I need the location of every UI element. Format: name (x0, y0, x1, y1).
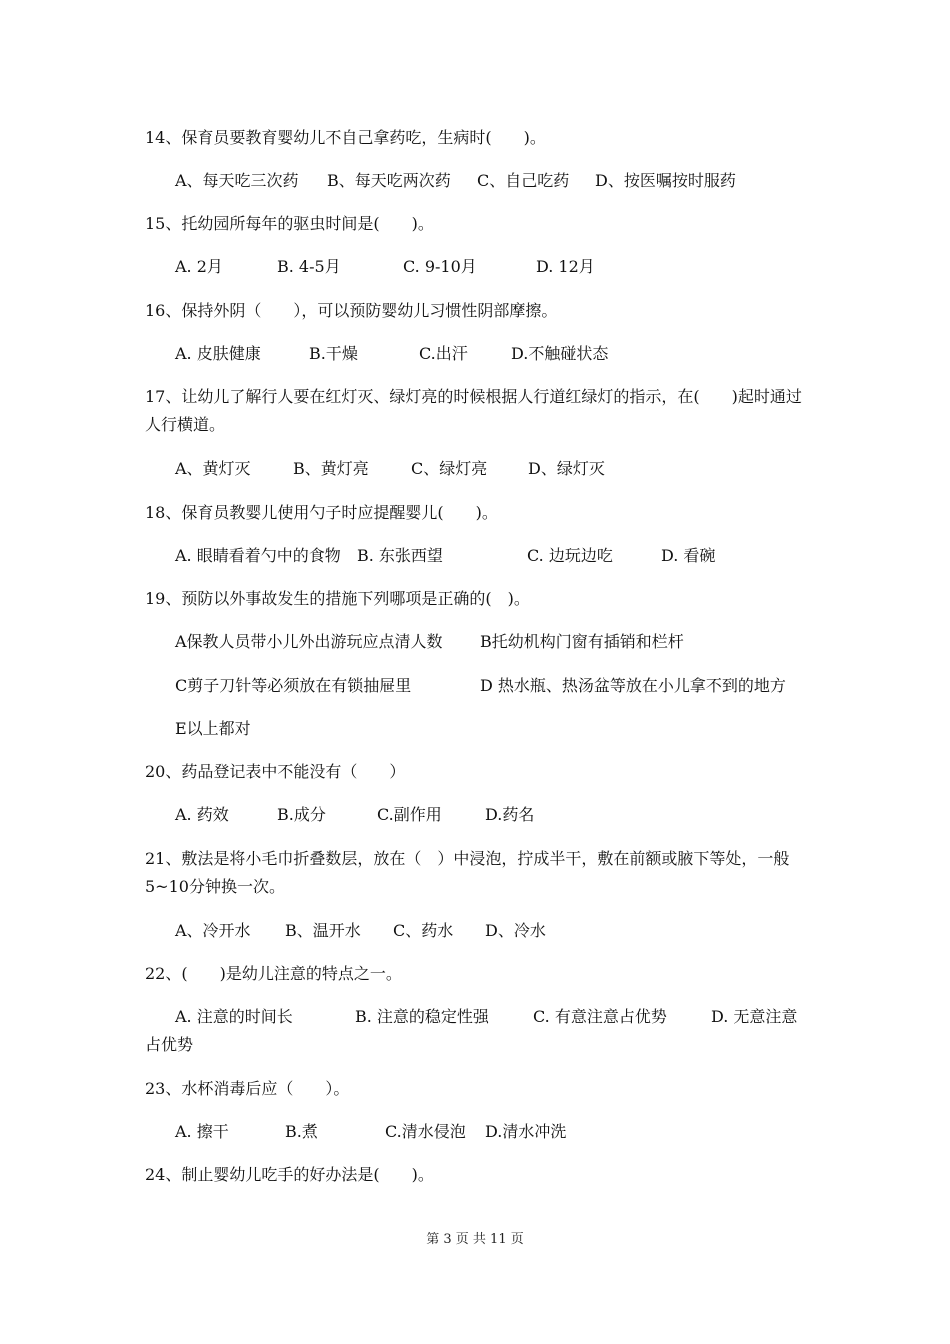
option-c: C剪子刀针等必须放在有锁抽屉里 (175, 676, 412, 695)
option-d: D、冷水 (485, 921, 546, 940)
option-b: B.成分 (277, 805, 326, 824)
option-b: B.干燥 (309, 344, 358, 363)
option-a: A. 皮肤健康 (175, 344, 261, 363)
option-a: A、每天吃三次药 (175, 171, 299, 190)
option-b: B、黄灯亮 (293, 459, 369, 478)
option-a: A保教人员带小儿外出游玩应点清人数 (175, 632, 443, 651)
option-d: D 热水瓶、热汤盆等放在小儿拿不到的地方 (480, 676, 786, 695)
option-d: D.不触碰状态 (511, 344, 609, 363)
question-19-options-row-3 (175, 715, 251, 743)
question-21-options (175, 917, 546, 945)
question-14-options (175, 167, 736, 195)
option-c: C. 边玩边吃 (527, 546, 613, 565)
option-b: B. 4-5月 (277, 257, 341, 276)
question-20-options (175, 801, 534, 829)
question-14-stem: 14、保育员要教育婴幼儿不自己拿药吃，生病时( )。 (145, 128, 546, 147)
question-15-stem: 15、托幼园所每年的驱虫时间是( )。 (145, 214, 434, 233)
option-a: A. 注意的时间长 (175, 1007, 293, 1026)
question-19-stem: 19、预防以外事故发生的措施下列哪项是正确的( )。 (145, 589, 530, 608)
option-a: A、黄灯灭 (175, 459, 251, 478)
option-c: C.出汗 (419, 344, 468, 363)
page-footer: 第 3 页 共 11 页 (426, 1232, 524, 1247)
question-23-options (175, 1118, 566, 1146)
question-15-options (175, 253, 595, 281)
option-c: C.清水侵泡 (385, 1122, 466, 1141)
option-c: C、自己吃药 (477, 171, 570, 190)
question-22-stem: 22、( )是幼儿注意的特点之一。 (145, 964, 402, 983)
option-a: A. 2月 (175, 257, 223, 276)
question-16-stem: 16、保持外阴（ ），可以预防婴幼儿习惯性阴部摩擦。 (145, 301, 558, 320)
question-19-options-row-1 (175, 628, 684, 656)
question-17-stem: 17、让幼儿了解行人要在红灯灭、绿灯亮的时候根据人行道红绿灯的指示，在( )起时通过人行横道。 (145, 387, 802, 434)
option-a: A、冷开水 (175, 921, 251, 940)
question-20-stem: 20、药品登记表中不能没有（ ） (145, 762, 406, 781)
option-d: D. 看碗 (661, 546, 716, 565)
option-a: A. 药效 (175, 805, 229, 824)
question-22-option-d-wrap: 占优势 (145, 1035, 194, 1054)
option-d: D.药名 (485, 805, 535, 824)
option-d: D. 12月 (536, 257, 595, 276)
question-24-stem: 24、制止婴幼儿吃手的好办法是( )。 (145, 1165, 434, 1184)
option-b: B.煮 (285, 1122, 318, 1141)
question-22-options-row-1 (175, 1003, 797, 1031)
option-c: C、药水 (393, 921, 454, 940)
option-b: B. 注意的稳定性强 (355, 1007, 489, 1026)
option-a: A. 擦干 (175, 1122, 229, 1141)
option-d: D. 无意注意 (711, 1007, 798, 1026)
option-d: D、按医嘱按时服药 (595, 171, 736, 190)
option-c: C. 9-10月 (403, 257, 477, 276)
option-c: C、绿灯亮 (411, 459, 488, 478)
option-b: B、温开水 (285, 921, 361, 940)
option-d: D.清水冲洗 (485, 1122, 567, 1141)
question-17-options (175, 455, 605, 483)
question-18-stem: 18、保育员教婴儿使用勺子时应提醒婴儿( )。 (145, 503, 498, 522)
question-19-options-row-2 (175, 672, 786, 700)
option-d: D、绿灯灭 (528, 459, 605, 478)
question-23-stem: 23、水杯消毒后应（ ）。 (145, 1079, 350, 1098)
option-b: B托幼机构门窗有插销和栏杆 (480, 632, 684, 651)
question-16-options (175, 340, 608, 368)
option-b: B. 东张西望 (357, 546, 443, 565)
option-b: B、每天吃两次药 (327, 171, 451, 190)
option-a: A. 眼睛看着勺中的食物 (175, 546, 341, 565)
option-c: C. 有意注意占优势 (533, 1007, 667, 1026)
question-21-stem: 21、敷法是将小毛巾折叠数层，放在（ ）中浸泡，拧成半干，敷在前额或腋下等处，一般5~10分钟换一次。 (145, 849, 790, 896)
option-c: C.副作用 (377, 805, 442, 824)
question-18-options (175, 542, 715, 570)
option-e: E以上都对 (175, 719, 251, 738)
